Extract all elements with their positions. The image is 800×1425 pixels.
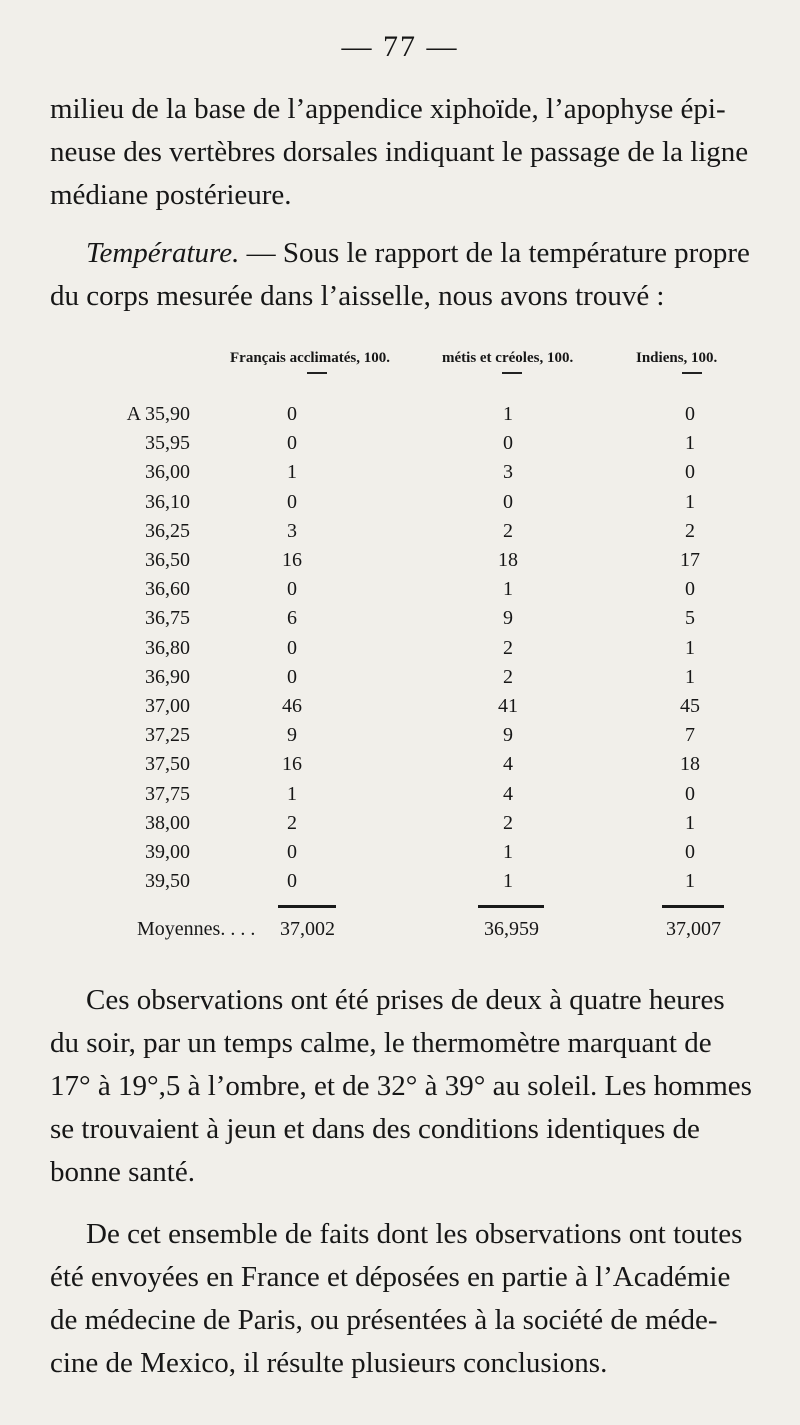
header-dash <box>502 372 522 374</box>
francais-cell: 0 <box>287 578 297 601</box>
temperature-cell: 39,00 <box>145 841 190 863</box>
indiens-cell: 0 <box>685 461 695 484</box>
section-heading-temperature: Température. <box>86 237 240 269</box>
table-row <box>0 867 800 895</box>
conclusion-line: été envoyées en France et déposées en partie à l’Académie <box>50 1261 731 1293</box>
table-row <box>0 663 800 691</box>
column-header-francais: Français acclimatés, 100. <box>230 350 390 366</box>
indiens-cell: 1 <box>685 490 695 513</box>
column-header-indiens: Indiens, 100. <box>636 350 718 366</box>
indiens-cell: 1 <box>685 432 695 455</box>
total-rule <box>662 905 724 908</box>
observations-line: bonne santé. <box>50 1156 195 1188</box>
table-row <box>0 721 800 749</box>
metis-cell: 4 <box>503 753 513 776</box>
indiens-cell: 0 <box>685 782 695 805</box>
indiens-cell: 5 <box>685 607 695 630</box>
temperature-cell: 36,75 <box>145 607 190 630</box>
metis-cell: 9 <box>503 724 513 747</box>
observations-line: Ces observations ont été prises de deux à quatre heures <box>86 984 725 1016</box>
metis-cell: 1 <box>503 403 513 425</box>
moyenne-metis: 36,959 <box>484 918 539 940</box>
metis-cell: 3 <box>503 461 513 484</box>
temperature-cell: 35,95 <box>145 432 190 455</box>
indiens-cell: 1 <box>685 870 695 893</box>
francais-cell: 1 <box>287 461 297 484</box>
conclusion-line: cine de Mexico, il résulte plusieurs conclusions. <box>50 1347 608 1379</box>
francais-cell: 0 <box>287 636 297 659</box>
temperature-cell: 36,90 <box>145 665 190 688</box>
francais-cell: 3 <box>287 519 297 542</box>
table-row <box>0 546 800 574</box>
temperature-cell: 37,50 <box>145 753 190 776</box>
indiens-cell: 0 <box>685 841 695 863</box>
indiens-cell: 2 <box>685 519 695 542</box>
indiens-cell: 1 <box>685 636 695 659</box>
total-rule <box>478 905 544 908</box>
temperature-cell: 36,00 <box>145 461 190 484</box>
temperature-cell: 36,60 <box>145 578 190 601</box>
francais-cell: 0 <box>287 665 297 688</box>
conclusion-line: De cet ensemble de faits dont les observations ont toutes <box>86 1218 743 1250</box>
table-row <box>0 809 800 837</box>
total-rule <box>278 905 336 908</box>
metis-cell: 2 <box>503 519 513 542</box>
table-row <box>0 458 800 486</box>
francais-cell: 0 <box>287 490 297 513</box>
indiens-cell: 17 <box>680 549 700 571</box>
table-row <box>0 780 800 808</box>
table-row <box>0 634 800 662</box>
metis-cell: 2 <box>503 636 513 659</box>
metis-cell: 1 <box>503 841 513 863</box>
table-row <box>0 838 800 866</box>
observations-line: du soir, par un temps calme, le thermomètre marquant de <box>50 1027 712 1059</box>
temperature-cell: 39,50 <box>145 870 190 893</box>
observations-paragraph <box>50 979 765 1194</box>
metis-cell: 2 <box>503 811 513 834</box>
temperature-cell: 37,00 <box>145 695 190 717</box>
metis-cell: 0 <box>503 490 513 513</box>
table-row <box>0 488 800 516</box>
temperature-cell: 38,00 <box>145 811 190 834</box>
metis-cell: 41 <box>498 695 518 717</box>
francais-cell: 1 <box>287 782 297 805</box>
metis-cell: 0 <box>503 432 513 455</box>
table-row <box>0 517 800 545</box>
francais-cell: 0 <box>287 432 297 455</box>
metis-cell: 1 <box>503 870 513 893</box>
metis-cell: 4 <box>503 782 513 805</box>
francais-cell: 0 <box>287 870 297 893</box>
conclusion-paragraph <box>50 1213 765 1385</box>
intro-paragraph <box>50 88 765 217</box>
temperature-cell: 36,80 <box>145 636 190 659</box>
moyenne-indiens: 37,007 <box>666 918 721 940</box>
conclusion-line: de médecine de Paris, ou présentées à la société de méde- <box>50 1304 718 1336</box>
table-row <box>0 400 800 428</box>
temperature-text: — Sous le rapport de la température propre <box>239 237 750 269</box>
observations-line: 17° à 19°,5 à l’ombre, et de 32° à 39° au soleil. Les hommes <box>50 1070 752 1102</box>
temperature-cell: 36,25 <box>145 519 190 542</box>
header-dash <box>682 372 702 374</box>
table-row <box>0 429 800 457</box>
table-row <box>0 750 800 778</box>
temperature-cell: A 35,90 <box>126 403 190 425</box>
moyennes-label: Moyennes. . . . <box>137 918 256 940</box>
table-row <box>0 604 800 632</box>
intro-line: neuse des vertèbres dorsales indiquant le passage de la ligne <box>50 136 749 168</box>
francais-cell: 46 <box>282 695 302 717</box>
metis-cell: 9 <box>503 607 513 630</box>
column-header-metis: métis et créoles, 100. <box>442 350 574 366</box>
francais-cell: 0 <box>287 841 297 863</box>
indiens-cell: 0 <box>685 403 695 425</box>
table-row <box>0 692 800 720</box>
page-number: — 77 — <box>341 30 459 63</box>
temperature-paragraph <box>50 232 765 318</box>
indiens-cell: 1 <box>685 665 695 688</box>
metis-cell: 1 <box>503 578 513 601</box>
temperature-cell: 37,75 <box>145 782 190 805</box>
francais-cell: 6 <box>287 607 297 630</box>
indiens-cell: 18 <box>680 753 700 776</box>
francais-cell: 16 <box>282 753 302 776</box>
temperature-cell: 36,10 <box>145 490 190 513</box>
table-row <box>0 575 800 603</box>
moyenne-francais: 37,002 <box>280 918 335 940</box>
francais-cell: 16 <box>282 549 302 571</box>
metis-cell: 2 <box>503 665 513 688</box>
francais-cell: 0 <box>287 403 297 425</box>
temperature-text: du corps mesurée dans l’aisselle, nous avons trouvé : <box>50 280 665 312</box>
intro-line: médiane postérieure. <box>50 179 292 211</box>
observations-line: se trouvaient à jeun et dans des conditions identiques de <box>50 1113 700 1145</box>
header-dash <box>307 372 327 374</box>
indiens-cell: 1 <box>685 811 695 834</box>
indiens-cell: 0 <box>685 578 695 601</box>
francais-cell: 2 <box>287 811 297 834</box>
indiens-cell: 7 <box>685 724 695 747</box>
francais-cell: 9 <box>287 724 297 747</box>
indiens-cell: 45 <box>680 695 700 717</box>
temperature-cell: 37,25 <box>145 724 190 747</box>
intro-line: milieu de la base de l’appendice xiphoïde, l’apophyse épi- <box>50 93 726 125</box>
metis-cell: 18 <box>498 549 518 571</box>
temperature-cell: 36,50 <box>145 549 190 571</box>
